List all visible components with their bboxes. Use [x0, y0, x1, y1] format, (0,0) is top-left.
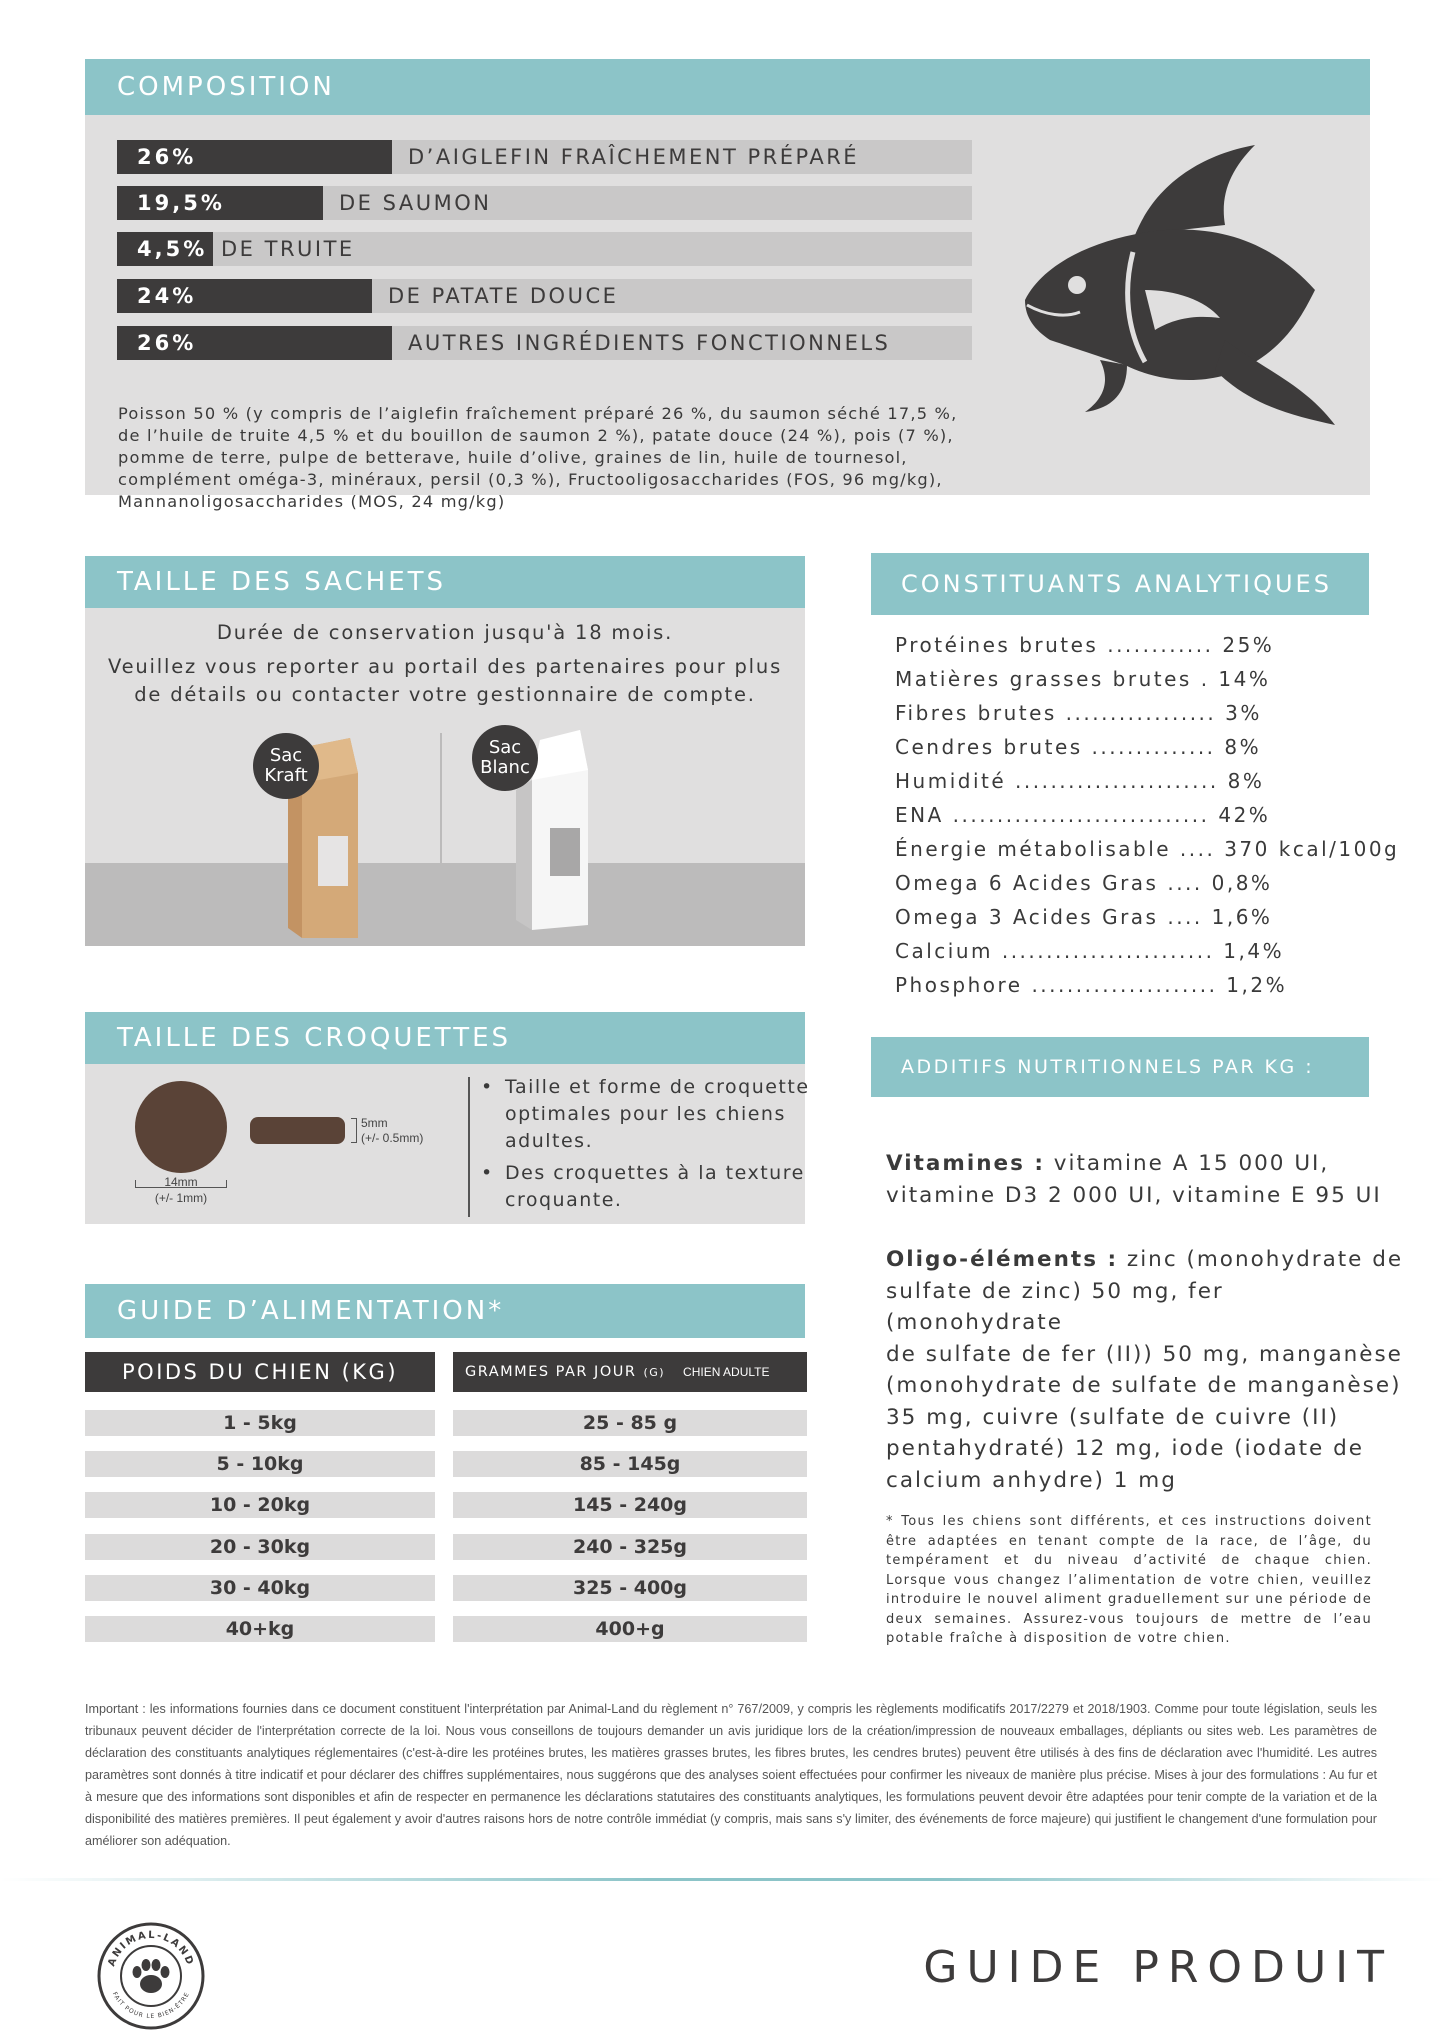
composition-line: de l’huile de truite 4,5 % et du bouillon de saumon 2 %), patate douce (24 %), pois (7 %), — [118, 426, 954, 445]
bullet-line: adultes. — [505, 1130, 594, 1152]
additifs-header — [871, 1037, 1369, 1097]
sachets-shelf-life: Durée de conservation jusqu'à 18 mois. — [216, 621, 674, 644]
bullet-dot: • — [481, 1076, 494, 1098]
oligo-text: 35 mg, cuivre (sulfate de cuivre (II) — [886, 1404, 1340, 1430]
guide-weight-cell: 1 - 5kg — [85, 1410, 435, 1436]
guide-col-grams-header — [453, 1352, 807, 1392]
additifs-vitamines — [886, 1148, 1406, 1211]
kibble-diameter-tolerance: (+/- 1mm) — [154, 1191, 208, 1205]
kibble-thickness-line — [351, 1118, 357, 1143]
display-floor — [85, 863, 805, 946]
guide-grams-cell: 400+g — [453, 1616, 807, 1642]
bullet-line: Taille et forme de croquette — [505, 1076, 810, 1098]
guide-col-weight-label: POIDS DU CHIEN (KG) — [122, 1360, 399, 1384]
composition-percent: 26% — [117, 140, 392, 174]
composition-row — [117, 326, 972, 360]
guide-col-grams-label: GRAMMES PAR JOUR — [465, 1364, 637, 1380]
bullet-line: optimales pour les chiens — [505, 1103, 786, 1125]
bullet-dot: • — [481, 1162, 494, 1184]
oligo-text: zinc (monohydrate de — [1118, 1247, 1404, 1272]
guide-grams-cell: 325 - 400g — [453, 1575, 807, 1601]
analytique-title: CONSTITUANTS ANALYTIQUES — [901, 570, 1332, 598]
guide-weight-cell: 10 - 20kg — [85, 1492, 435, 1518]
paw-icon — [133, 1959, 170, 1993]
feeding-note: * Tous les chiens sont différents, et ces instructions doivent être adaptées en tenant compte de la race, de l’âge, du tempérament et du niveau d’activité de chaque chien. Lorsque vous changez l’alimentation de votre chien, veuillez introduire le nouvel aliment graduellement sur une période de deux semaines. Assurez-vous toujours de mettre de l’eau potable fraîche à disposition de votre chien. — [886, 1514, 1372, 1646]
bag-label-line: Sac — [488, 737, 522, 758]
guide-weight-cell: 40+kg — [85, 1616, 435, 1642]
kibble-side-view — [250, 1117, 345, 1144]
oligo-text: sulfate de zinc) 50 mg, fer (monohydrate — [886, 1278, 1224, 1335]
croquettes-panel — [85, 1064, 810, 1224]
guide-weight-cell: 20 - 30kg — [85, 1534, 435, 1560]
guide-grams-cell: 25 - 85 g — [453, 1410, 807, 1436]
sachets-header — [85, 556, 805, 608]
fish-icon — [1015, 140, 1340, 425]
bullet-line: Des croquettes à la texture — [505, 1162, 805, 1184]
guide-col-weight-header — [85, 1352, 435, 1392]
additifs-title: ADDITIFS NUTRITIONNELS PAR KG : — [901, 1056, 1315, 1078]
composition-title: COMPOSITION — [117, 72, 335, 102]
composition-percent: 26% — [117, 326, 392, 360]
vitamines-text: vitamine A 15 000 UI, — [1044, 1151, 1330, 1176]
footer-title: GUIDE PRODUIT — [923, 1942, 1393, 1993]
composition-ingredient: AUTRES INGRÉDIENTS FONCTIONNELS — [408, 331, 891, 355]
composition-description — [118, 403, 998, 513]
composition-line: pomme de terre, pulpe de betterave, huile d’olive, graines de lin, huile de tournesol, — [118, 448, 908, 467]
guide-col-grams-unit: (G) — [643, 1365, 666, 1379]
guide-header — [85, 1284, 805, 1338]
composition-ingredient: DE PATATE DOUCE — [388, 284, 619, 308]
croquettes-bullet — [481, 1160, 835, 1214]
composition-panel — [85, 115, 1370, 511]
composition-ingredient: DE TRUITE — [221, 237, 355, 261]
kibble-thickness-tolerance: (+/- 0.5mm) — [361, 1131, 424, 1145]
display-wall-divider — [440, 733, 442, 868]
guide-weight-cell: 30 - 40kg — [85, 1575, 435, 1601]
kibble-top-view — [135, 1081, 227, 1173]
analytique-item: Calcium ........................ 1,4% — [895, 939, 1285, 963]
bag-label-line: Blanc — [480, 757, 530, 778]
croquettes-header — [85, 1012, 805, 1064]
legal-disclaimer: Important : les informations fournies dans ce document constituent l'interprétation par Animal-Land du règlement n° 767/2009, y compris les règlements modificatifs 2017/2279 et 2018/1903. Comme pour toute législation, seuls les tribunaux peuvent décider de l'interprétation correcte de la loi. Nous vous conseillons de toujours demander un avis juridique lors de la création/impression de nouveaux emballages, dépliants ou sites web. Les paramètres de déclaration des constituants analytiques réglementaires (c'est-à-dire les protéines brutes, les matières grasses brutes, les fibres brutes, les cendres brutes) peuvent être utilisés à des fins de déclaration avec l'humidité. Les autres paramètres sont donnés à titre indicatif et pour déclarer des chiffres supplémentaires, nous suggérons que des analyses soient effectuées pour confirmer les niveaux de manière plus précise. Mises à jour des formulations : Au fur et à mesure que des informations sont disponibles et afin de respecter en permanence les déclarations statutaires des constituants analytiques, les formulations peuvent devoir être adaptées pour tenir compte de la variation et de la disponibilité des matières premières. Il peut également y avoir d'autres raisons hors de notre contrôle immédiat (y compris, mais sans s'y limiter, des événements de force majeure) qui justifient le changement d'une formulation pour améliorer son adéquation. — [85, 1702, 1377, 1848]
guide-grams-cell: 85 - 145g — [453, 1451, 807, 1477]
composition-row — [117, 232, 972, 266]
sachets-info-line: de détails ou contacter votre gestionnaire de compte. — [134, 683, 756, 706]
animal-land-logo — [95, 1920, 207, 2032]
analytique-item: Protéines brutes ............ 25% — [895, 633, 1275, 657]
logo-subtext: FAIT POUR LE BIEN-ÊTRE — [110, 1990, 192, 2021]
composition-row — [117, 140, 972, 174]
composition-header — [85, 59, 1370, 115]
guide-col-grams-extra: CHIEN ADULTE — [683, 1365, 770, 1379]
footer-divider — [0, 1878, 1445, 1881]
composition-line: complément oméga-3, minéraux, persil (0,3 %), Fructooligosaccharides (FOS, 96 mg/kg), — [118, 470, 943, 489]
analytique-item: Omega 6 Acides Gras .... 0,8% — [895, 871, 1273, 895]
vitamines-text: vitamine D3 2 000 UI, vitamine E 95 UI — [886, 1182, 1382, 1208]
bag-label-line: Kraft — [264, 765, 308, 786]
oligo-label: Oligo-éléments : — [886, 1247, 1119, 1272]
additifs-oligo — [886, 1244, 1406, 1496]
kibble-diameter: 14mm — [164, 1175, 198, 1189]
composition-row — [117, 279, 972, 313]
composition-ingredient: DE SAUMON — [339, 191, 492, 215]
analytique-item: Cendres brutes .............. 8% — [895, 735, 1262, 759]
analytique-item: Omega 3 Acides Gras .... 1,6% — [895, 905, 1273, 929]
croquettes-bullet — [481, 1074, 835, 1155]
oligo-text: (monohydrate de sulfate de manganèse) — [886, 1373, 1402, 1398]
sachets-title: TAILLE DES SACHETS — [117, 567, 447, 597]
oligo-text: de sulfate de fer (II)) 50 mg, manganèse — [886, 1341, 1403, 1367]
guide-title: GUIDE D’ALIMENTATION* — [117, 1296, 505, 1326]
bag-label-line: Sac — [269, 745, 303, 766]
analytique-list — [895, 628, 1415, 1002]
sachets-info-line: Veuillez vous reporter au portail des partenaires pour plus — [107, 655, 783, 678]
analytique-item: ENA ............................. 42% — [895, 803, 1271, 827]
composition-row — [117, 186, 972, 220]
composition-percent: 24% — [117, 279, 372, 313]
analytique-item: Phosphore ..................... 1,2% — [895, 973, 1288, 997]
analytique-item: Fibres brutes ................. 3% — [895, 701, 1262, 725]
bag-label-kraft — [253, 733, 319, 799]
croquettes-title: TAILLE DES CROQUETTES — [117, 1023, 512, 1053]
analytique-item: Énergie métabolisable .... 370 kcal/100g — [895, 837, 1400, 861]
bag-label-white — [472, 725, 538, 791]
analytique-item: Humidité ....................... 8% — [895, 769, 1265, 793]
guide-grams-cell: 145 - 240g — [453, 1492, 807, 1518]
guide-weight-cell: 5 - 10kg — [85, 1451, 435, 1477]
oligo-text: pentahydraté) 12 mg, iode (iodate de — [886, 1436, 1364, 1461]
sachets-panel — [85, 608, 805, 946]
logo-text: ANIMAL-LAND — [106, 1929, 196, 1968]
composition-ingredient: D’AIGLEFIN FRAÎCHEMENT PRÉPARÉ — [408, 145, 860, 169]
analytique-header — [871, 553, 1369, 615]
composition-percent: 4,5% — [117, 232, 213, 266]
bullet-line: croquante. — [505, 1189, 623, 1211]
composition-line: Mannanoligosaccharides (MOS, 24 mg/kg) — [118, 492, 506, 511]
guide-grams-cell: 240 - 325g — [453, 1534, 807, 1560]
kibble-thickness: 5mm — [361, 1116, 388, 1130]
vitamines-label: Vitamines : — [886, 1151, 1045, 1176]
croquettes-divider — [468, 1077, 470, 1217]
oligo-text: calcium anhydre) 1 mg — [886, 1467, 1177, 1493]
analytique-item: Matières grasses brutes . 14% — [895, 667, 1271, 691]
composition-percent: 19,5% — [117, 186, 323, 220]
composition-line: Poisson 50 % (y compris de l’aiglefin fraîchement préparé 26 %, du saumon séché 17,5 %, — [118, 404, 958, 423]
